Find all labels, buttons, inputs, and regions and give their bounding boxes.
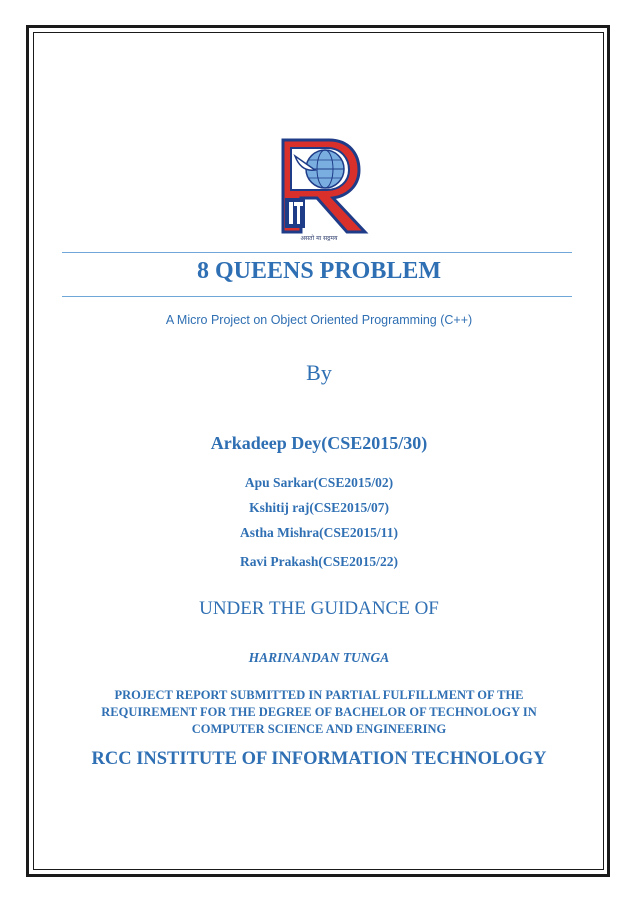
team-member: Kshitij raj(CSE2015/07)	[249, 500, 389, 515]
by-label: By	[306, 360, 332, 385]
institute-logo	[277, 136, 369, 246]
report-line: PROJECT REPORT SUBMITTED IN PARTIAL FULFILLMENT OF THE	[114, 688, 524, 702]
document-subtitle: A Micro Project on Object Oriented Programming (C++)	[165, 313, 473, 327]
document-title: 8 QUEENS PROBLEM	[196, 258, 442, 284]
institute-name: RCC INSTITUTE OF INFORMATION TECHNOLOGY	[91, 749, 547, 769]
team-member: Ravi Prakash(CSE2015/22)	[240, 554, 398, 569]
report-statement	[0, 687, 638, 738]
team-member: Astha Mishra(CSE2015/11)	[240, 525, 398, 540]
title-rule-bottom	[62, 296, 572, 297]
guide-name: HARINANDAN TUNGA	[248, 650, 390, 665]
report-line: REQUIREMENT FOR THE DEGREE OF BACHELOR OF TECHNOLOGY IN	[101, 705, 537, 719]
title-rule-top	[62, 252, 572, 253]
team-member: Apu Sarkar(CSE2015/02)	[244, 475, 394, 490]
guidance-heading: UNDER THE GUIDANCE OF	[199, 598, 439, 619]
logo-motto: असतो मा सद्गमय	[300, 235, 338, 242]
report-line: COMPUTER SCIENCE AND ENGINEERING	[191, 722, 447, 736]
lead-author: Arkadeep Dey(CSE2015/30)	[210, 433, 428, 453]
